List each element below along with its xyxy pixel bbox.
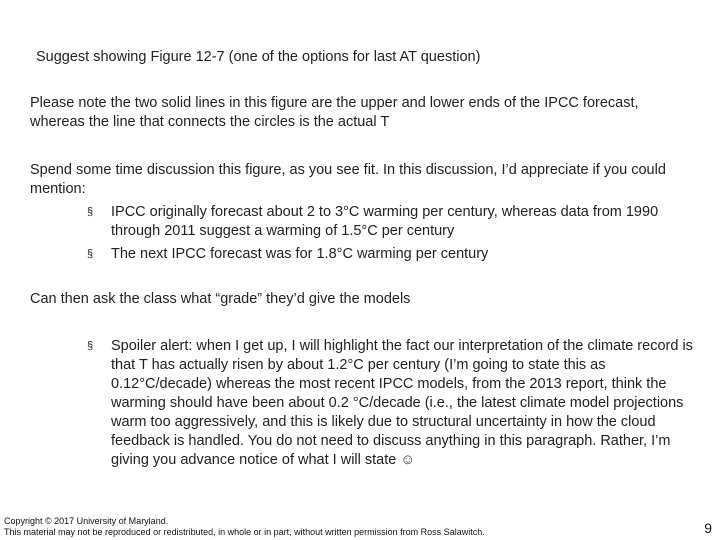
bullet-marker: § <box>87 248 94 260</box>
bullet-marker: § <box>87 206 94 218</box>
reproduction-notice: This material may not be reproduced or redistributed, in whole or in part, without written permission from Ross Salawitch. <box>4 527 485 537</box>
bullet-item <box>87 245 707 264</box>
copyright-footer <box>4 516 624 538</box>
bullet-marker: § <box>87 340 94 352</box>
grade-question-paragraph: Can then ask the class what “grade” they’d give the models <box>30 291 411 307</box>
bullet-text: The next IPCC forecast was for 1.8°C warming per century <box>111 246 489 262</box>
copyright-line: Copyright © 2017 University of Maryland. <box>4 516 169 526</box>
bullet-item <box>87 203 707 241</box>
spoiler-bullet-list <box>87 337 709 470</box>
bullet-text: Spoiler alert: when I get up, I will highlight the fact our interpretation of the climate record is that T has actually risen by about 1.2°C per century (I’m going to state this as 0.12°C/decade) whereas the most recent IPCC models, from the 2013 report, think the warming should have been about 0.2 °C/decade (i.e., the latest climate model projections warm too aggressively, and this is likely due to structural uncertainty in how the cloud feedback is handled. You do not need to discuss anything in this paragraph. Rather, I’m giving you advance notice of what I will state ☺ <box>111 338 693 468</box>
page-number: 9 <box>704 520 712 536</box>
bullet-text: IPCC originally forecast about 2 to 3°C warming per century, whereas data from 1990 through 2011 suggest a warming of 1.5°C per century <box>111 204 659 239</box>
discussion-paragraph: Spend some time discussion this figure, as you see fit. In this discussion, I’d appreciate if you could mention: <box>30 162 666 197</box>
intro-text: Suggest showing Figure 12-7 (one of the options for last AT question) <box>36 49 481 65</box>
note-paragraph: Please note the two solid lines in this figure are the upper and lower ends of the IPCC forecast, whereas the line that connects the circles is the actual T <box>30 95 639 130</box>
bullet-item <box>87 337 709 470</box>
discussion-bullet-list <box>87 203 707 264</box>
